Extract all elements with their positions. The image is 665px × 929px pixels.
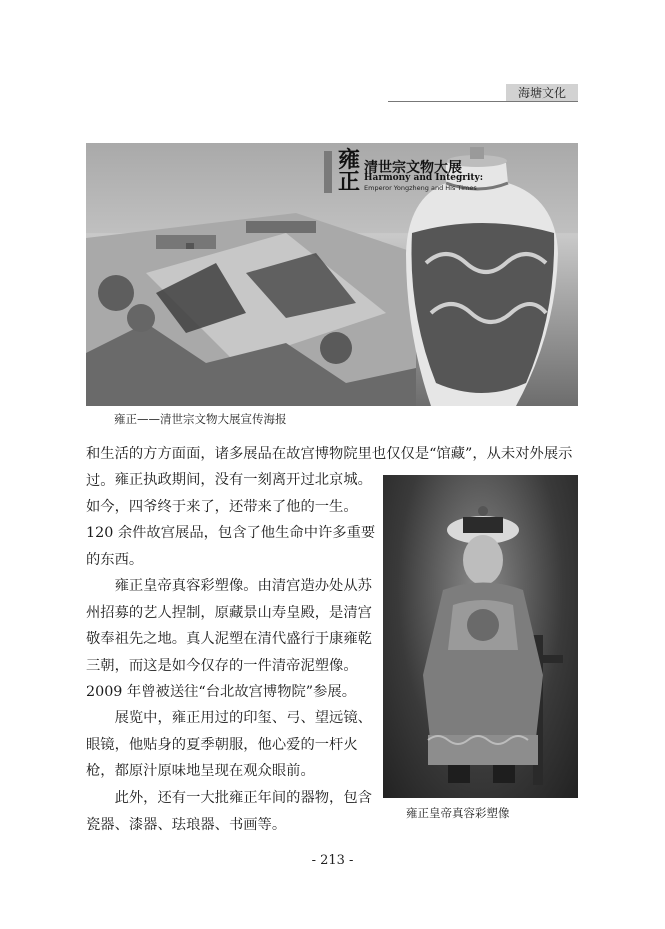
paragraph-4: 展览中，雍正用过的印玺、弓、望远镜、眼镜，他贴身的夏季朝服，他心爱的一杆火枪，都原汁原味地呈现在观众眼前。	[86, 710, 372, 779]
statue-illustration	[383, 475, 578, 798]
poster-subtitle-en: Emperor Yongzheng and His Times	[364, 184, 477, 192]
emperor-statue-photo	[383, 475, 578, 798]
exhibition-poster-image	[86, 143, 578, 406]
poster-calligraphy: 雍正	[338, 147, 361, 195]
poster-caption: 雍正——清世宗文物大展宣传海报	[114, 412, 287, 426]
paragraph-5: 此外，还有一大批雍正年间的器物，包含瓷器、漆器、珐琅器、书画等。	[86, 790, 372, 833]
poster-illustration	[86, 143, 578, 406]
poster-title-cn: 清世宗文物大展	[364, 160, 462, 176]
page-number: - 213 -	[311, 853, 354, 868]
section-label: 海塘文化	[506, 84, 578, 102]
header-rule	[388, 101, 578, 102]
portrait-caption: 雍正皇帝真容彩塑像	[406, 806, 510, 820]
poster-title-en: Harmony and Integrity:	[364, 173, 484, 183]
paragraph-3: 雍正皇帝真容彩塑像。由清宫造办处从苏州招募的艺人捏制，原藏景山寿皇殿，是清宫敬奉祖先之地。真人泥塑在清代盛行于康雍乾三朝，而这是如今仅存的一件清帝泥塑像。2009 年曾被送往“台北故宫博物院”参展。	[86, 578, 372, 700]
paragraph-1: 和生活的方方面面，诸多展品在故宫博物院里也仅仅是“馆藏”，从未对外展示过。	[86, 446, 573, 489]
paragraph-2: 雍正执政期间，没有一刻离开过北京城。如今，四爷终于来了，还带来了他的一生。120 余件故宫展品，包含了他生命中许多重要的东西。	[86, 472, 376, 568]
